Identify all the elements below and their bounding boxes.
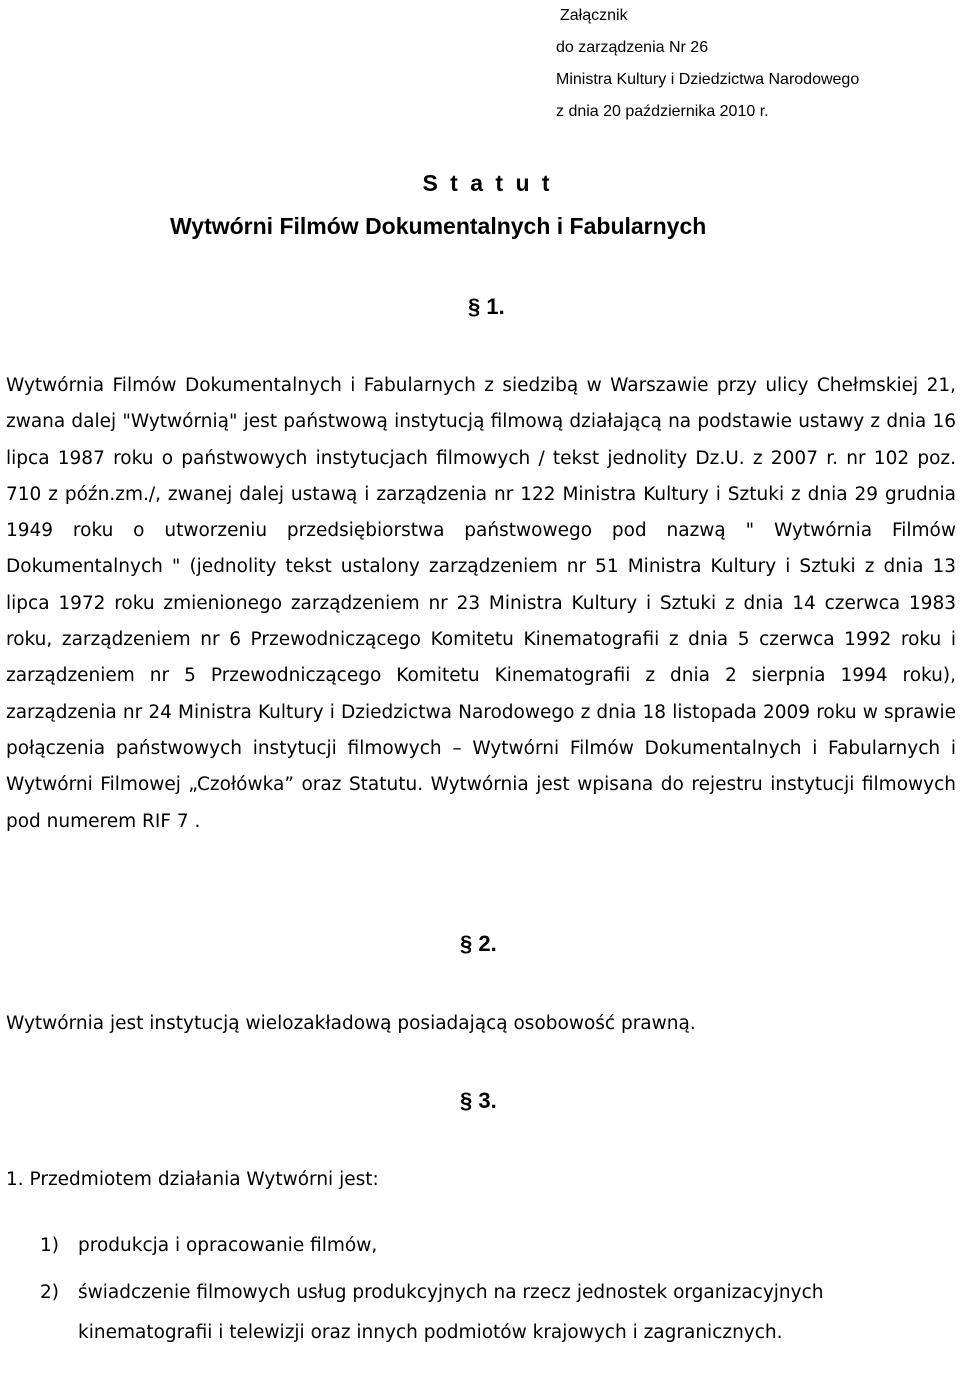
section-3-number: § 3. [460, 1088, 497, 1113]
list-item-number: 2) [40, 1282, 59, 1303]
section-1-number: § 1. [468, 294, 505, 319]
section-2-number: § 2. [460, 931, 497, 956]
annex-ministry: Ministra Kultury i Dziedzictwa Narodowego [556, 71, 860, 88]
list-item-number: 1) [40, 1235, 59, 1256]
annex-date: z dnia 20 października 2010 r. [556, 103, 769, 120]
list-item-text: produkcja i opracowanie filmów, [78, 1235, 378, 1256]
section-3-text: 1. Przedmiotem działania Wytwórni jest: [6, 1169, 379, 1190]
statute-title: S t a t u t [422, 170, 553, 196]
statute-subtitle: Wytwórni Filmów Dokumentalnych i Fabularnych [170, 213, 707, 239]
section-1-text: Wytwórnia Filmów Dokumentalnych i Fabularnych z siedzibą w Warszawie przy ulicy Chełmskiej 21, zwana dalej "Wytwórnią" jest państwową instytucją filmową działającą na podstawie ustawy z dnia 16 lipca 1987 roku o państwowych instytucjach filmowych / tekst jednolity Dz.U. z 2007 r. nr 102 poz. 710 z późn.zm./, zwanej dalej ustawą i zarządzenia nr 122 Ministra Kultury i Sztuki z dnia 29 grudnia 1949 roku o utworzeniu przedsiębiorstwa państwowego pod nazwą " Wytwórnia Filmów Dokumentalnych " (jednolity tekst ustalony zarządzeniem nr 51 Ministra Kultury i Sztuki z dnia 13 lipca 1972 roku zmienionego zarządzeniem nr 23 Ministra Kultury i Sztuki z dnia 14 czerwca 1983 roku, zarządzeniem nr 6 Przewodniczącego Komitetu Kinematografii z dnia 5 czerwca 1992 roku i zarządzeniem nr 5 Przewodniczącego Komitetu Kinematografii z dnia 2 sierpnia 1994 roku), zarządzenia nr 24 Ministra Kultury i Dziedzictwa Narodowego z dnia 18 listopada 2009 roku w sprawie połączenia państwowych instytucji filmowych – Wytwórni Filmów Dokumentalnych i Fabularnych i Wytwórni Filmowej „Czołówka” oraz Statutu. Wytwórnia jest wpisana do rejestru instytucji filmowych pod numerem RIF 7 . [6, 375, 956, 832]
list-item [40, 1273, 920, 1353]
list-item-text: świadczenie filmowych usług produkcyjnych na rzecz jednostek organizacyjnych kinematografii i telewizji oraz innych podmiotów krajowych i zagranicznych. [78, 1282, 824, 1343]
list-item [40, 1226, 920, 1266]
section-2-text: Wytwórnia jest instytucją wielozakładową posiadającą osobowość prawną. [6, 1013, 696, 1034]
annex-label: Załącznik [560, 7, 628, 24]
annex-header [556, 0, 859, 128]
annex-order-number: do zarządzenia Nr 26 [556, 39, 709, 56]
